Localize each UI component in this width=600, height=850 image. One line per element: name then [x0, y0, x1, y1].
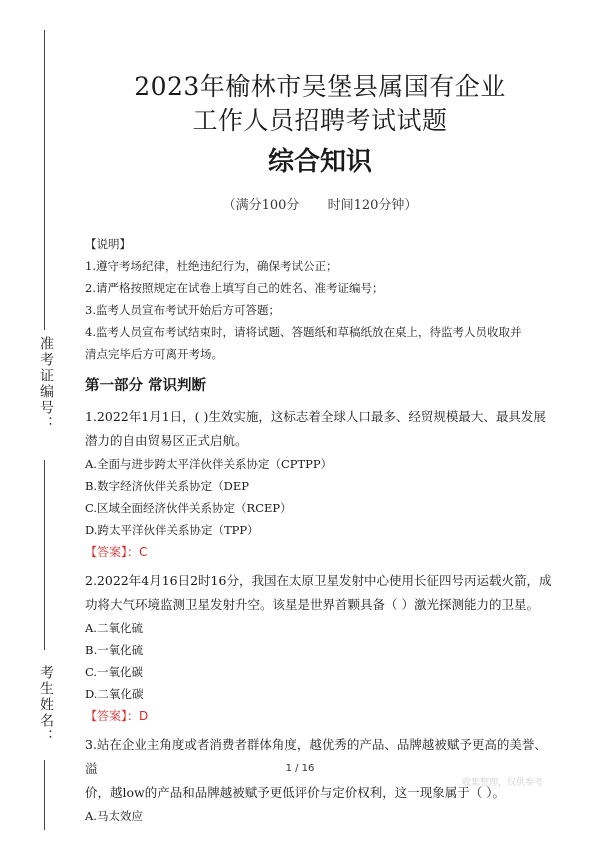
option: B.数字经济伙伴关系协定（DEP — [85, 479, 249, 493]
option: D.二氧化碳 — [85, 687, 144, 701]
candidate-name-label: 考生姓名： — [38, 665, 54, 745]
option: A.二氧化硫 — [85, 621, 143, 635]
question-stem: 1.2022年1月1日，( )生效实施，这标志着全球人口最多、经贸规模最大、最具发展 — [85, 409, 546, 424]
margin-line-middle — [44, 460, 45, 650]
option: A.全面与进步跨太平洋伙伴关系协定（CPTPP） — [85, 457, 333, 471]
instruction-item: 2.请严格按照规定在试卷上填写自己的姓名、准考证编号； — [85, 281, 384, 295]
exam-duration: 时间120分钟） — [327, 198, 418, 213]
question-stem: 2.2022年4月16日2时16分，我国在太原卫星发射中心使用长征四号丙运载火箭，成 — [85, 573, 552, 588]
instruction-item: 清点完毕后方可离开考场。 — [85, 347, 223, 361]
option: C.区域全面经济伙伴关系协定（RCEP） — [85, 501, 292, 515]
instructions — [85, 233, 555, 365]
question-stem: 潜力的自由贸易区正式启航。 — [85, 433, 248, 448]
instruction-item: 1.遵守考场纪律，杜绝违纪行为，确保考试公正； — [85, 259, 338, 273]
subject-title: 综合知识 — [267, 147, 372, 177]
option: B.一氧化硫 — [85, 643, 144, 657]
question-stem: 价，越low的产品和品牌越被赋予更低评价与定价权利，这一现象属于（ ）。 — [85, 785, 505, 800]
question-stem: 功将大气环境监测卫星发射升空。该星是世界首颗具备（ ）激光探测能力的卫星。 — [85, 597, 539, 612]
answer-label: 【答案】：C — [85, 545, 148, 559]
exam-id-label: 准考证编号： — [38, 336, 54, 432]
full-score: （满分100分 — [222, 198, 300, 213]
instruction-item: 4.监考人员宣布考试结束时，请将试题、答题纸和草稿纸放在桌上，待监考人员收取并 — [85, 325, 522, 339]
exam-paper — [85, 70, 555, 827]
question-stem: 3.站在企业主角度或者消费者群体角度，越优秀的产品、品牌越被赋予更高的美誉、溢 — [85, 737, 547, 776]
page-number: 1 / 16 — [285, 763, 315, 774]
instructions-heading: 【说明】 — [85, 237, 131, 251]
title-line-1: 2023年榆林市吴堡县属国有企业 — [134, 72, 506, 101]
option: D.跨太平洋伙伴关系协定（TPP） — [85, 523, 259, 537]
question-2 — [85, 569, 555, 727]
score-duration — [85, 194, 555, 213]
instruction-item: 3.监考人员宣布考试开始后方可答题； — [85, 303, 280, 317]
watermark: 收集整理，仅供参考 — [462, 778, 544, 788]
option: C.一氧化碳 — [85, 665, 144, 679]
binding-margin — [0, 0, 75, 850]
section-title: 第一部分 常识判断 — [85, 378, 207, 394]
question-1 — [85, 405, 555, 563]
title-line-2: 工作人员招聘考试试题 — [192, 106, 448, 135]
answer-label: 【答案】：D — [85, 709, 149, 723]
option: A.马太效应 — [85, 809, 143, 823]
margin-line-top — [44, 30, 45, 330]
